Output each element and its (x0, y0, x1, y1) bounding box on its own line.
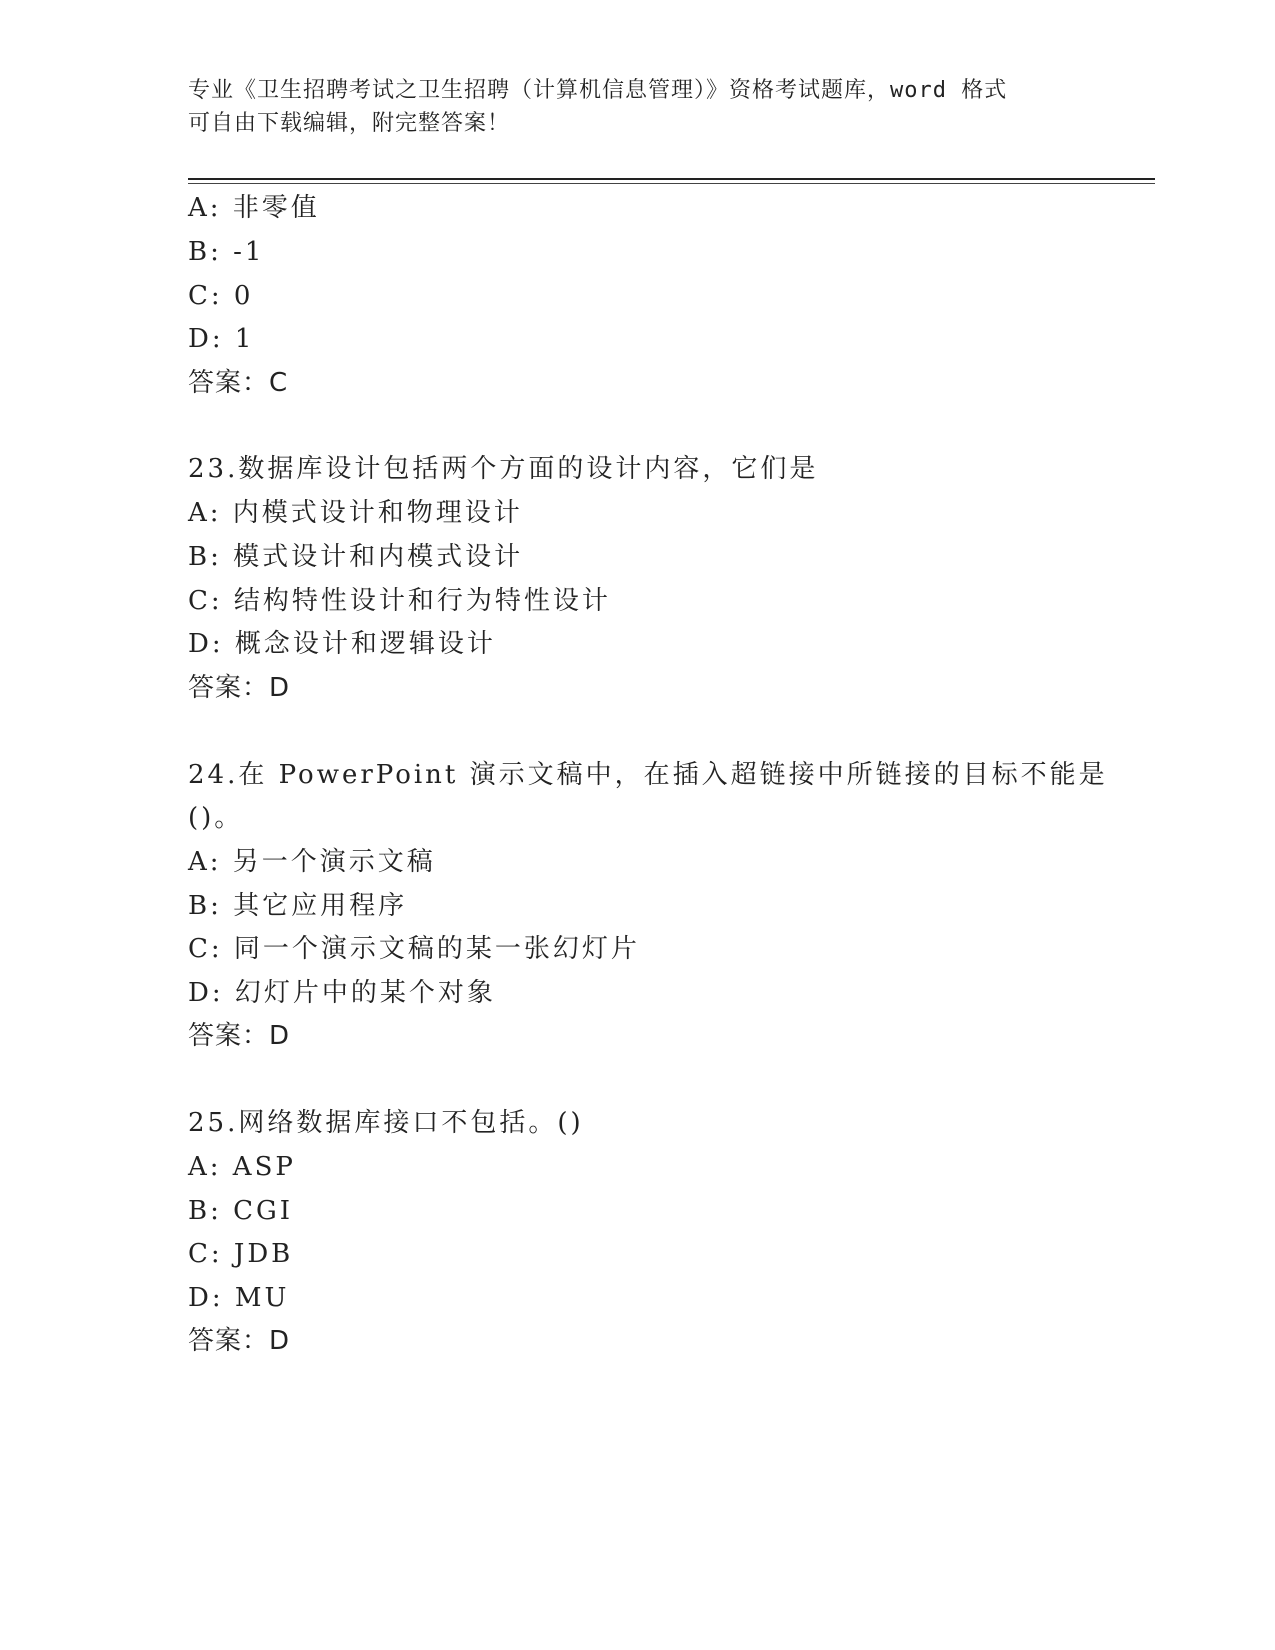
q23-option-a: A: 内模式设计和物理设计 (188, 498, 523, 528)
q24-question-line-1: 24.在 PowerPoint 演示文稿中，在插入超链接中所链接的目标不能是 (188, 760, 1108, 790)
q24-option-c: C: 同一个演示文稿的某一张幻灯片 (188, 934, 640, 964)
document-header (188, 74, 1068, 140)
q24-question-line-2: ()。 (188, 803, 244, 833)
q23-option-d: D: 概念设计和逻辑设计 (188, 629, 496, 659)
q22-answer: 答案：C (188, 368, 289, 398)
q24-option-a: A: 另一个演示文稿 (188, 847, 436, 877)
q24-option-b: B: 其它应用程序 (188, 891, 408, 921)
q24-option-d: D: 幻灯片中的某个对象 (188, 978, 496, 1008)
header-line-2: 可自由下载编辑，附完整答案！ (188, 111, 511, 136)
q25-question: 25.网络数据库接口不包括。() (188, 1108, 584, 1138)
q22-option-a: A: 非零值 (188, 193, 320, 223)
q22-option-b: B: -1 (188, 237, 265, 267)
q24-answer: 答案：D (188, 1021, 291, 1051)
q23-option-c: C: 结构特性设计和行为特性设计 (188, 586, 611, 616)
q25-option-d: D: MU (188, 1283, 290, 1313)
q23-answer: 答案：D (188, 673, 291, 703)
q23-question: 23.数据库设计包括两个方面的设计内容，它们是 (188, 454, 819, 484)
q22-option-c: C: 0 (188, 281, 254, 311)
header-line-1: 专业《卫生招聘考试之卫生招聘（计算机信息管理）》资格考试题库，word 格式 (188, 78, 1008, 103)
header-divider (188, 178, 1155, 180)
q23-option-b: B: 模式设计和内模式设计 (188, 542, 524, 572)
q25-answer: 答案：D (188, 1326, 291, 1356)
q25-option-b: B: CGI (188, 1196, 294, 1226)
q22-option-d: D: 1 (188, 324, 255, 354)
q25-option-c: C: JDB (188, 1239, 294, 1269)
header-divider-thin (188, 183, 1155, 184)
q25-option-a: A: ASP (188, 1152, 296, 1182)
